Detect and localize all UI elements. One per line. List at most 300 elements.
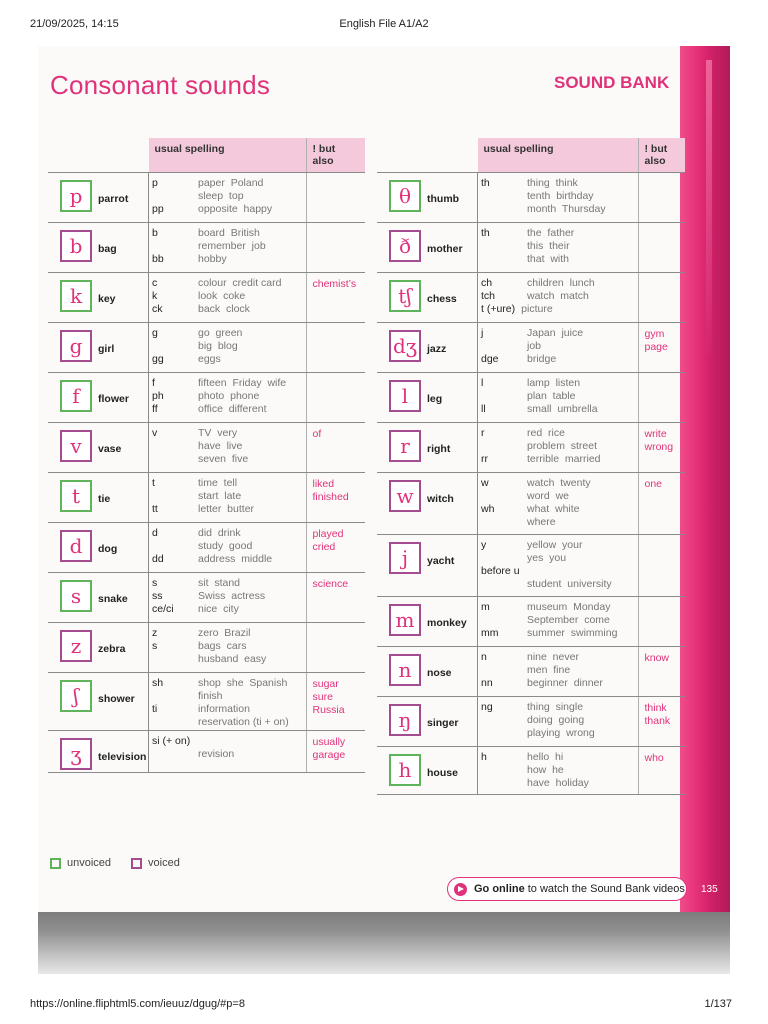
- sound-row-mother: [377, 223, 685, 273]
- sound-word: parrot: [98, 192, 129, 205]
- sound-picture-cell: [377, 597, 478, 647]
- spelling-pattern: dd: [152, 553, 164, 565]
- example-words: this their: [527, 240, 570, 252]
- sound-picture-cell: [48, 731, 149, 773]
- sound-word: mother: [427, 242, 463, 255]
- sound-row-chess: [377, 273, 685, 323]
- spelling-line: [478, 552, 638, 565]
- sound-picture-cell: [377, 173, 478, 223]
- sound-picture-cell: [377, 473, 478, 535]
- sound-word: snake: [98, 592, 128, 605]
- spelling-pattern: [478, 340, 527, 353]
- spelling-line: [478, 427, 638, 440]
- sound-row-dog: [48, 523, 365, 573]
- spelling-pattern: f: [152, 377, 155, 389]
- sound-row-parrot: [48, 173, 365, 223]
- spelling-line: [478, 578, 638, 591]
- sound-picture-icon: [389, 330, 421, 362]
- phonetic-symbol: l: [401, 384, 409, 408]
- spelling-cell: [478, 747, 639, 795]
- spelling-pattern: n: [481, 651, 487, 663]
- sound-picture-wrap: [48, 223, 148, 262]
- sound-row-nose: [377, 647, 685, 697]
- sound-row-bag: [48, 223, 365, 273]
- spelling-line: [478, 539, 638, 552]
- spelling-cell: [149, 673, 307, 731]
- spelling-line: [478, 651, 638, 664]
- example-words: husband easy: [198, 653, 267, 665]
- example-words: start late: [198, 490, 242, 502]
- page-edge-strip: [680, 46, 730, 912]
- but-also-cell: gym page: [638, 323, 685, 373]
- spelling-line: [478, 340, 638, 353]
- example-words: have live: [198, 440, 243, 452]
- green-square-icon: [50, 858, 61, 869]
- print-title: English File A1/A2: [339, 18, 429, 30]
- example-words: nice city: [198, 603, 239, 615]
- sound-row-key: [48, 273, 365, 323]
- spelling-line: [149, 553, 306, 566]
- but-also-cell: [306, 623, 365, 673]
- example-words: board British: [198, 227, 260, 239]
- sound-picture-icon: [60, 630, 92, 662]
- spelling-line: [478, 177, 638, 190]
- sound-picture-cell: [377, 535, 478, 597]
- spelling-pattern: p: [152, 177, 158, 189]
- but-also-cell: [638, 373, 685, 423]
- spelling-pattern: [478, 614, 527, 627]
- sound-picture-wrap: [377, 423, 477, 462]
- example-words: bridge: [527, 353, 557, 365]
- spelling-pattern: ph: [152, 390, 164, 402]
- spelling-cell: [149, 223, 307, 273]
- but-also-cell: played cried: [306, 523, 365, 573]
- section-label: SOUND BANK: [554, 73, 670, 92]
- phonetic-symbol: θ: [398, 184, 412, 208]
- print-url: https://online.fliphtml5.com/ieuuz/dgug/#p=8: [30, 998, 245, 1010]
- spelling-pattern: nn: [481, 677, 493, 689]
- spelling-line: [149, 427, 306, 440]
- browser-print-header: [0, 0, 768, 40]
- spelling-line: [478, 490, 638, 503]
- purple-square-icon: [131, 858, 142, 869]
- spelling-line: [149, 440, 306, 453]
- table-header-spelling: usual spelling: [149, 138, 307, 173]
- sound-word: vase: [98, 442, 122, 455]
- example-words: hello hi: [527, 751, 564, 763]
- sound-row-leg: [377, 373, 685, 423]
- spelling-pattern: bb: [152, 253, 164, 265]
- spelling-pattern: j: [481, 327, 484, 339]
- print-page-count: 1/137: [704, 998, 732, 1010]
- spelling-line: [149, 640, 306, 653]
- sound-picture-cell: [48, 473, 149, 523]
- spelling-line: [149, 453, 306, 466]
- sound-row-jazz: [377, 323, 685, 373]
- spelling-pattern: t: [152, 477, 155, 489]
- spelling-cell: [478, 323, 639, 373]
- spelling-line: [149, 277, 306, 290]
- spelling-pattern: ss: [152, 590, 163, 602]
- example-words: Swiss actress: [198, 590, 266, 602]
- but-also-cell: [638, 223, 685, 273]
- spelling-line: [478, 440, 638, 453]
- sound-word: nose: [427, 666, 452, 679]
- spelling-pattern: [149, 453, 198, 466]
- spelling-cell: [149, 373, 307, 423]
- sound-picture-cell: [48, 323, 149, 373]
- but-also-cell: chemist’s: [306, 273, 365, 323]
- spelling-pattern: b: [152, 227, 158, 239]
- sound-picture-wrap: [377, 535, 477, 574]
- spelling-line: [149, 490, 306, 503]
- sound-picture-wrap: [48, 673, 148, 712]
- sound-row-right: [377, 423, 685, 473]
- phonetic-symbol: b: [69, 234, 83, 258]
- sound-picture-icon: [60, 180, 92, 212]
- example-words: go green: [198, 327, 243, 339]
- example-words: student university: [527, 578, 612, 590]
- spelling-pattern: y: [481, 539, 487, 551]
- sound-word: leg: [427, 392, 443, 405]
- spelling-pattern: th: [481, 227, 490, 239]
- sound-row-house: [377, 747, 685, 795]
- sound-word: witch: [427, 492, 454, 505]
- sound-picture-wrap: [48, 273, 148, 312]
- spelling-pattern: ck: [152, 303, 163, 315]
- example-words: how he: [527, 764, 564, 776]
- spelling-pattern: [478, 552, 527, 565]
- spelling-line: [149, 253, 306, 266]
- sound-row-shower: [48, 673, 365, 731]
- phonetic-symbol: n: [398, 658, 412, 682]
- table-header-also: ! but also: [638, 138, 685, 173]
- sound-picture-wrap: [377, 647, 477, 686]
- sound-picture-wrap: [48, 423, 148, 462]
- spelling-pattern: [478, 764, 527, 777]
- but-also-cell: science: [306, 573, 365, 623]
- sound-picture-icon: [60, 380, 92, 412]
- table-header-spelling: usual spelling: [478, 138, 639, 173]
- sound-picture-icon: [389, 380, 421, 412]
- spelling-pattern: k: [152, 290, 158, 302]
- spelling-pattern: before u: [481, 565, 520, 577]
- spelling-line: [149, 303, 306, 316]
- spelling-line: [478, 303, 638, 316]
- sound-picture-wrap: [377, 597, 477, 636]
- sound-picture-wrap: [377, 223, 477, 262]
- sound-picture-wrap: [377, 697, 477, 736]
- example-words: watch match: [527, 290, 589, 302]
- spelling-pattern: d: [152, 527, 158, 539]
- sound-picture-wrap: [377, 273, 477, 312]
- example-words: men fine: [527, 664, 571, 676]
- example-words: sit stand: [198, 577, 241, 589]
- print-date: 21/09/2025, 14:15: [30, 18, 119, 30]
- sound-picture-wrap: [48, 473, 148, 512]
- spelling-pattern: [478, 727, 527, 740]
- go-online-link[interactable]: [447, 877, 687, 901]
- spelling-line: [478, 701, 638, 714]
- example-words: have holiday: [527, 777, 589, 789]
- sound-picture-icon: [389, 604, 421, 636]
- but-also-cell: of: [306, 423, 365, 473]
- go-online-strong: Go online: [474, 883, 525, 895]
- but-also-cell: [638, 173, 685, 223]
- example-words: thing think: [527, 177, 578, 189]
- example-words: paper Poland: [198, 177, 264, 189]
- spelling-pattern: h: [481, 751, 487, 763]
- sound-word: flower: [98, 392, 129, 405]
- example-words: Japan juice: [527, 327, 584, 339]
- spelling-pattern: [149, 340, 198, 353]
- phonetic-symbol: g: [69, 334, 83, 358]
- sound-picture-icon: [60, 580, 92, 612]
- spelling-pattern: [478, 390, 527, 403]
- sound-picture-icon: [60, 530, 92, 562]
- example-words: time tell: [198, 477, 238, 489]
- spelling-pattern: [149, 440, 198, 453]
- example-words: summer swimming: [527, 627, 618, 639]
- sound-picture-cell: [377, 223, 478, 273]
- phonetic-symbol: f: [72, 384, 80, 408]
- spelling-line: [478, 516, 638, 529]
- spelling-line: [478, 203, 638, 216]
- example-words: revision: [198, 748, 235, 760]
- spelling-pattern: [149, 690, 198, 703]
- but-also-cell: usually garage: [306, 731, 365, 773]
- spelling-pattern: pp: [152, 203, 164, 215]
- spelling-cell: [478, 273, 639, 323]
- phonetic-symbol: tʃ: [398, 284, 412, 308]
- spelling-pattern: [478, 578, 527, 591]
- phonetic-symbol: m: [395, 608, 415, 632]
- sound-word: dog: [98, 542, 118, 555]
- spelling-pattern: [478, 240, 527, 253]
- spelling-pattern: c: [152, 277, 158, 289]
- spelling-line: [478, 664, 638, 677]
- spelling-pattern: gg: [152, 353, 164, 365]
- example-words: picture: [521, 303, 553, 315]
- spelling-pattern: wh: [481, 503, 495, 515]
- sound-picture-icon: [60, 330, 92, 362]
- spelling-cell: [149, 731, 307, 773]
- spelling-line: [149, 577, 306, 590]
- spelling-cell: [478, 697, 639, 747]
- spelling-line: [149, 503, 306, 516]
- spelling-line: [149, 240, 306, 253]
- example-words: word we: [527, 490, 570, 502]
- example-words: terrible married: [527, 453, 601, 465]
- spelling-cell: [149, 523, 307, 573]
- sound-row-singer: [377, 697, 685, 747]
- sound-picture-icon: [389, 654, 421, 686]
- phonetic-symbol: k: [69, 284, 83, 308]
- example-words: colour credit card: [198, 277, 282, 289]
- example-words: lamp listen: [527, 377, 581, 389]
- spelling-line: [149, 703, 306, 716]
- spelling-line: [478, 503, 638, 516]
- example-words: yellow your: [527, 539, 583, 551]
- sound-word: house: [427, 766, 458, 779]
- spelling-pattern: ll: [481, 403, 486, 415]
- spelling-line: [149, 290, 306, 303]
- phonetic-symbol: dʒ: [392, 334, 418, 358]
- spelling-line: [149, 690, 306, 703]
- spelling-pattern: [478, 440, 527, 453]
- sound-picture-wrap: [377, 173, 477, 212]
- sound-picture-cell: [48, 173, 149, 223]
- example-words: eggs: [198, 353, 221, 365]
- spelling-line: [149, 590, 306, 603]
- sound-picture-cell: [377, 697, 478, 747]
- spelling-line: [149, 227, 306, 240]
- phonetic-symbol: v: [70, 434, 82, 458]
- sound-picture-wrap: [48, 323, 148, 362]
- table-header-also: ! but also: [306, 138, 365, 173]
- spelling-pattern: [478, 490, 527, 503]
- spelling-line: [478, 227, 638, 240]
- spelling-pattern: [149, 240, 198, 253]
- legend: [50, 857, 200, 869]
- example-words: playing wrong: [527, 727, 595, 739]
- spelling-pattern: [478, 664, 527, 677]
- sound-word: yacht: [427, 554, 455, 567]
- sound-row-flower: [48, 373, 365, 423]
- spelling-line: [149, 390, 306, 403]
- sound-picture-icon: [60, 480, 92, 512]
- spelling-line: [149, 735, 306, 748]
- spelling-cell: [478, 473, 639, 535]
- spelling-pattern: [478, 190, 527, 203]
- example-words: what white: [527, 503, 580, 515]
- spelling-line: [149, 540, 306, 553]
- but-also-cell: one: [638, 473, 685, 535]
- spelling-pattern: [149, 653, 198, 666]
- sound-word: thumb: [427, 192, 460, 205]
- sound-word: zebra: [98, 642, 126, 655]
- sound-picture-icon: [389, 542, 421, 574]
- sound-picture-icon: [60, 680, 92, 712]
- spelling-pattern: [149, 716, 198, 729]
- example-words: study good: [198, 540, 253, 552]
- spelling-cell: [478, 373, 639, 423]
- spelling-line: [478, 751, 638, 764]
- but-also-cell: [306, 373, 365, 423]
- sound-picture-icon: [389, 280, 421, 312]
- spelling-pattern: m: [481, 601, 490, 613]
- sound-picture-wrap: [48, 373, 148, 412]
- table-header-blank: [48, 138, 149, 173]
- phonetic-symbol: w: [396, 484, 414, 508]
- sound-picture-cell: [48, 523, 149, 573]
- sound-picture-icon: [389, 180, 421, 212]
- sound-word: chess: [427, 292, 457, 305]
- sound-word: television: [98, 750, 147, 763]
- sound-picture-icon: [389, 480, 421, 512]
- but-also-cell: [638, 535, 685, 597]
- spelling-pattern: s: [152, 577, 158, 589]
- sound-picture-icon: [389, 754, 421, 786]
- play-icon: [454, 883, 467, 896]
- page-number: 135: [701, 884, 718, 895]
- example-words: sleep top: [198, 190, 244, 202]
- but-also-cell: sugar sure Russia: [306, 673, 365, 731]
- sound-picture-cell: [48, 373, 149, 423]
- spelling-cell: [149, 473, 307, 523]
- sound-picture-icon: [60, 430, 92, 462]
- but-also-cell: write wrong: [638, 423, 685, 473]
- spelling-pattern: [478, 714, 527, 727]
- spelling-line: [149, 677, 306, 690]
- spelling-cell: [478, 597, 639, 647]
- example-words: nine never: [527, 651, 579, 663]
- sound-word: right: [427, 442, 451, 455]
- spelling-line: [478, 390, 638, 403]
- sound-picture-cell: [48, 673, 149, 731]
- spelling-line: [478, 240, 638, 253]
- edge-highlight: [706, 60, 712, 360]
- spelling-pattern: ti: [152, 703, 158, 715]
- example-words: remember job: [198, 240, 266, 252]
- sound-row-zebra: [48, 623, 365, 673]
- spelling-pattern: [478, 777, 527, 790]
- example-words: beginner dinner: [527, 677, 603, 689]
- spelling-cell: [478, 223, 639, 273]
- example-words: September come: [527, 614, 610, 626]
- example-words: that with: [527, 253, 570, 265]
- example-words: opposite happy: [198, 203, 273, 215]
- phonetic-symbol: ŋ: [398, 708, 412, 732]
- sound-picture-cell: [48, 223, 149, 273]
- but-also-cell: [638, 273, 685, 323]
- example-words: zero Brazil: [198, 627, 251, 639]
- spelling-pattern: ff: [152, 403, 158, 415]
- phonetic-symbol: s: [70, 584, 82, 608]
- phonetic-symbol: ð: [398, 234, 412, 258]
- example-words: bags cars: [198, 640, 247, 652]
- spelling-line: [478, 477, 638, 490]
- spelling-line: [478, 777, 638, 790]
- spelling-line: [149, 748, 306, 761]
- sound-picture-wrap: [377, 373, 477, 412]
- spelling-line: [478, 377, 638, 390]
- spelling-cell: [478, 535, 639, 597]
- spelling-pattern: [478, 253, 527, 266]
- sound-word: jazz: [427, 342, 447, 355]
- spelling-pattern: z: [152, 627, 158, 639]
- example-words: information: [198, 703, 250, 715]
- sound-picture-icon: [389, 230, 421, 262]
- spelling-line: [478, 727, 638, 740]
- sound-picture-cell: [377, 747, 478, 795]
- spelling-cell: [149, 173, 307, 223]
- spelling-line: [149, 653, 306, 666]
- spelling-pattern: rr: [481, 453, 488, 465]
- sound-row-monkey: [377, 597, 685, 647]
- sound-picture-wrap: [48, 173, 148, 212]
- sound-picture-cell: [48, 623, 149, 673]
- spelling-pattern: ng: [481, 701, 493, 713]
- sound-picture-wrap: [48, 731, 148, 770]
- spelling-line: [149, 177, 306, 190]
- spelling-cell: [149, 573, 307, 623]
- sound-row-yacht: [377, 535, 685, 597]
- example-words: doing going: [527, 714, 585, 726]
- sound-word: girl: [98, 342, 115, 355]
- example-words: red rice: [527, 427, 565, 439]
- spelling-line: [149, 190, 306, 203]
